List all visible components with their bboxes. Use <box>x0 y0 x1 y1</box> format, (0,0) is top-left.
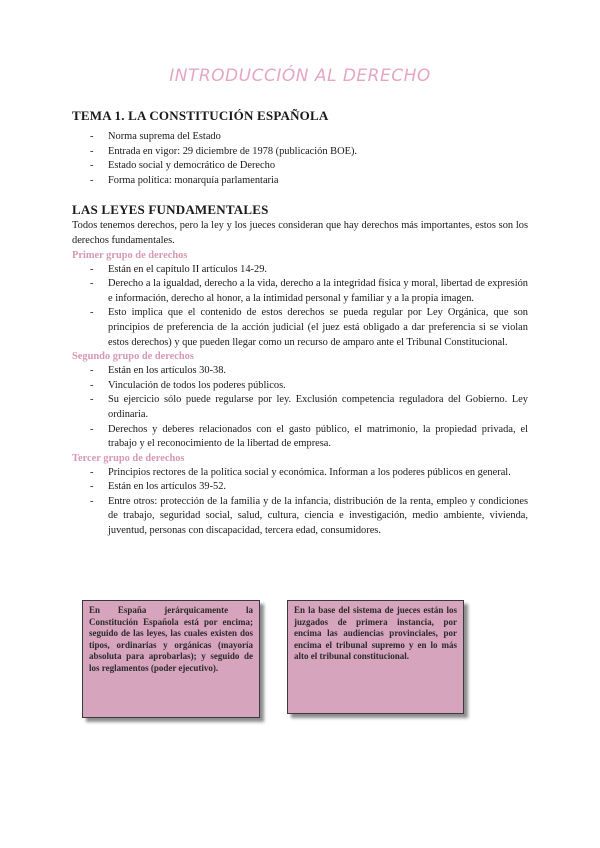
summary-boxes <box>82 600 522 720</box>
list-item: - Están en el capítulo II artículos 14-29. <box>72 263 528 278</box>
list-item: - Norma suprema del Estado <box>72 130 528 145</box>
list-item: - Derechos y deberes relacionados con el gasto público, el matrimonio, la propiedad privada, el trabajo y el reconocimiento de la libertad de empresa. <box>72 423 528 452</box>
group-2-list <box>72 364 528 452</box>
tema-list <box>72 130 528 188</box>
group-1-list <box>72 263 528 351</box>
courts-note-box: En la base del sistema de jueces están los juzgados de primera instancia, por encima las audiencias provinciales, por encima el tribunal supremo y en lo más alto el tribunal constitucional. <box>287 600 464 714</box>
leyes-heading: LAS LEYES FUNDAMENTALES <box>72 202 269 218</box>
group-1-title: Primer grupo de derechos <box>72 249 188 261</box>
list-item: - Su ejercicio sólo puede regularse por ley. Exclusión competencia reguladora del Gobierno. Ley ordinaria. <box>72 393 528 422</box>
list-item: - Vinculación de todos los poderes públicos. <box>72 379 528 394</box>
document-title: INTRODUCCIÓN AL DERECHO <box>169 66 431 86</box>
hierarchy-note-box: En España jerárquicamente la Constitución Española está por encima; seguido de las leyes, las cuales existen dos tipos, ordinarias y orgánicas (mayoría absoluta para aprobarlas); y seguido de los reglamentos (poder ejecutivo). <box>82 600 260 718</box>
list-item: - Forma política: monarquía parlamentaria <box>72 174 528 189</box>
list-item: - Entrada en vigor: 29 diciembre de 1978 (publicación BOE). <box>72 145 528 160</box>
group-3-title: Tercer grupo de derechos <box>72 452 185 464</box>
leyes-intro: Todos tenemos derechos, pero la ley y los jueces consideran que hay derechos más importantes, estos son los derechos fundamentales. <box>72 220 528 246</box>
list-item: - Principios rectores de la política social y económica. Informan a los poderes públicos en general. <box>72 466 528 481</box>
group-3-list <box>72 466 528 539</box>
list-item: - Están en los artículos 30-38. <box>72 364 528 379</box>
list-item: - Entre otros: protección de la familia y de la infancia, distribución de la renta, empleo y condiciones de trabajo, seguridad social, salud, cultura, ciencia e investigación, medio ambiente, vivienda, juventud, personas con discapacidad, tercera edad, consumidores. <box>72 495 528 539</box>
group-2-title: Segundo grupo de derechos <box>72 351 194 363</box>
tema-heading: TEMA 1. LA CONSTITUCIÓN ESPAÑOLA <box>72 108 329 123</box>
document-content <box>72 108 528 539</box>
list-item: - Esto implica que el contenido de estos derechos se pueda regular por Ley Orgánica, que son principios de preferencia de la acción judicial (el juez está obligado a dar preferencia si se violan estos derechos) y que pueden llegar como un recurso de amparo ante el Tribunal Constitucional. <box>72 306 528 350</box>
list-item: - Estado social y democrático de Derecho <box>72 159 528 174</box>
list-item: - Están en los artículos 39-52. <box>72 480 528 495</box>
list-item: - Derecho a la igualdad, derecho a la vida, derecho a la integridad física y moral, libertad de expresión e información, derecho al honor, a la intimidad personal y familiar y a la propia imagen. <box>72 277 528 306</box>
